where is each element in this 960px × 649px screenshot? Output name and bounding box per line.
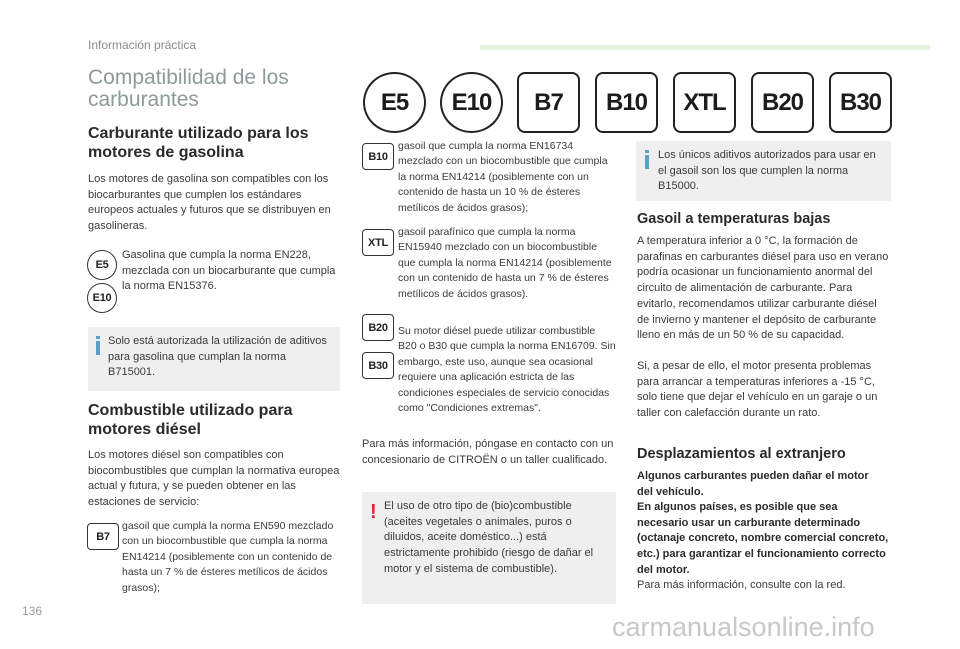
diesel-b10-text: gasoil que cumpla la norma EN16734 mezclado con un biocombustible que cumpla la norma EN14214 (posiblemente con un contenido de hasta un 10 % de ésteres metílicos de ácidos grasos); — [398, 140, 608, 214]
info-icon — [96, 336, 100, 355]
diesel-xtl-text: gasoil parafínico que cumpla la norma EN15940 mezclado con un biocombustible que cumpla la norma EN14214 (posiblemente con un contenido de hasta un 7 % de ésteres metílicos de ácidos grasos). — [398, 226, 612, 300]
fuel-icon-b7: B7 — [87, 523, 119, 550]
watermark: carmanualsonline.info — [612, 612, 875, 642]
fuel-badge-e10: E10 — [440, 72, 503, 133]
fuel-badge-b10: B10 — [595, 72, 658, 133]
cold-heading: Gasoil a temperaturas bajas — [637, 211, 831, 227]
travel-bold-2: En algunos países, es posible que sea necesario usar un carburante determinado (octanaje concreto, nombre comercial concreto, etc.) para garantizar el funcionamiento correcto del motor. — [637, 501, 889, 576]
header-bar — [480, 45, 930, 50]
gasoline-note: Solo está autorizada la utilización de aditivos para gasolina que cumplan la norma B715001. — [108, 335, 327, 379]
gasoline-e-text: Gasolina que cumpla la norma EN228, mezclada con un biocarburante que cumpla la norma EN15376. — [122, 249, 336, 293]
diesel-b7-text: gasoil que cumpla la norma EN590 mezclado con un biocombustible que cumpla la norma EN14214 (posiblemente con un contenido de hasta un 7 % de ésteres metílicos de ácidos grasos); — [122, 520, 334, 594]
fuel-icon-b10: B10 — [362, 143, 394, 170]
gasoline-heading: Carburante utilizado para los motores de gasolina — [88, 125, 309, 161]
fuel-badge-b20: B20 — [751, 72, 814, 133]
diesel-warning: El uso de otro tipo de (bio)combustible (aceites vegetales o animales, puros o diluidos, aceite doméstico...) está estrictamente prohibido (riesgo de dañar el motor y el sistema de combustible). — [384, 500, 594, 575]
gasoline-intro: Los motores de gasolina son compatibles con los biocarburantes que cumplen los estándares europeos actuales y futuros que se distribuyen en gasolineras. — [88, 173, 331, 233]
page-title: Compatibilidad de los carburantes — [88, 66, 289, 111]
diesel-intro: Los motores diésel son compatibles con biocombustibles que cumplan la normativa europea actual y futura, y se pueden obtener en las estaciones de servicio: — [88, 449, 340, 509]
fuel-icon-e10: E10 — [87, 283, 117, 313]
fuel-icon-xtl: XTL — [362, 229, 394, 256]
diesel-b20-text: Su motor diésel puede utilizar combustible B20 o B30 que cumpla la norma EN16709. Sin embargo, este uso, aunque sea ocasional requiere una aplicación estricta de las condiciones especiales de servicio conocidas como "Condiciones extremas". — [398, 325, 616, 415]
fuel-badge-b7: B7 — [517, 72, 580, 133]
diesel-heading: Combustible utilizado para motores diésel — [88, 402, 293, 438]
additive-note: Los únicos aditivos autorizados para usar en el gasoil son los que cumplen la norma B15000. — [658, 149, 876, 193]
travel-text: Para más información, consulte con la red. — [637, 579, 846, 591]
travel-heading: Desplazamientos al extranjero — [637, 446, 846, 462]
fuel-badge-b30: B30 — [829, 72, 892, 133]
travel-bold-1: Algunos carburantes pueden dañar el motor del vehículo. — [637, 470, 869, 498]
section-label: Información práctica — [88, 38, 197, 52]
fuel-badge-e5: E5 — [363, 72, 426, 133]
cold-text: A temperatura inferior a 0 °C, la formación de parafinas en carburantes diésel para uso en verano podría ocasionar un funcionamiento anormal del circuito de alimentación de carburante. Para evitarlo, recomendamos utilizar carburante diésel de invierno y mantener el depósito de carburante lleno en más de un 50 % de su capacidad. — [637, 235, 889, 342]
fuel-badge-xtl: XTL — [673, 72, 736, 133]
info-icon — [645, 150, 649, 169]
fuel-icon-b30: B30 — [362, 352, 394, 379]
warning-icon: ! — [370, 501, 377, 523]
page-number: 136 — [22, 604, 43, 618]
fuel-icon-e5: E5 — [87, 250, 117, 280]
fuel-icon-b20: B20 — [362, 314, 394, 341]
cold-text-2: Si, a pesar de ello, el motor presenta problemas para arrancar a temperaturas inferiores a -15 °C, solo tiene que dejar el vehículo en un garaje o un taller con calefacción durante un rato. — [637, 360, 878, 420]
diesel-more-info: Para más información, póngase en contacto con un concesionario de CITROËN o un taller cualificado. — [362, 438, 614, 466]
